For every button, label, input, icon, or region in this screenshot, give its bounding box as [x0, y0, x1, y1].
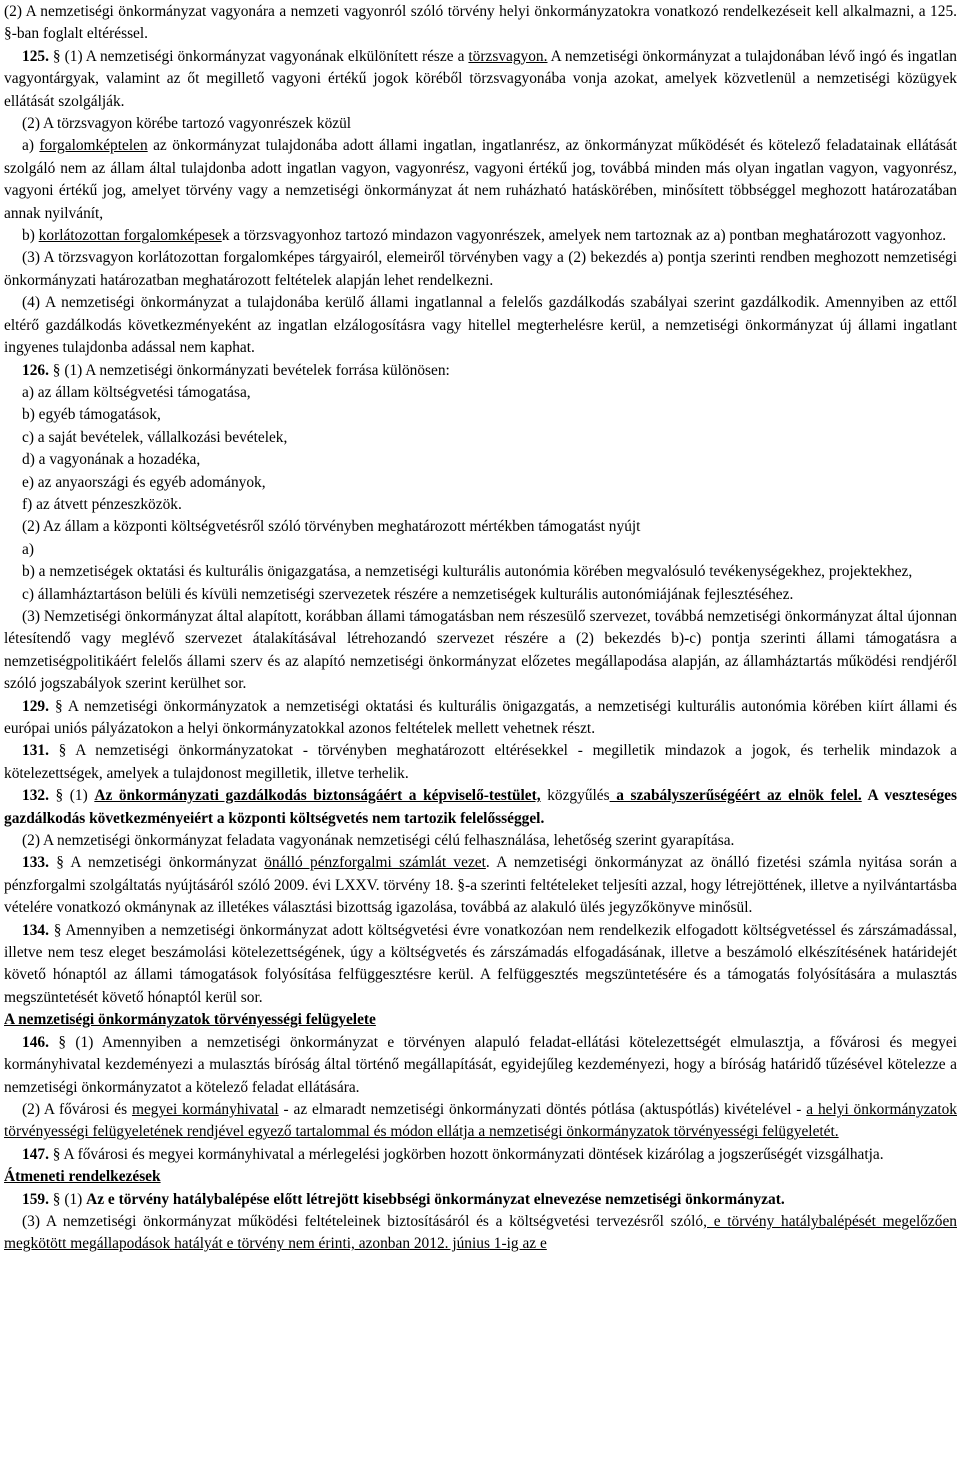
section-number: 129. [22, 697, 49, 715]
list-item: e) az anyaországi és egyéb adományok, [22, 473, 266, 491]
section-146-paragraph-1: 146. § (1) Amennyiben a nemzetiségi önkormányzat e törvényen alapuló feladat-ellátási kötelezettségét elmulasztja, a fővárosi és megyei kormányhivatal kezdeményezi a mulasztás bíróság által történő megállapítását, egyidejűleg kezdeményezi, hogy a bíróság határidő tűzésével kötelezze a nemzetiségi önkormányzatot a kötelező feladat ellátására. [4, 1033, 957, 1096]
paragraph: (3) Nemzetiségi önkormányzat által alapított, korábban állami támogatásban nem részesülő szervezet, továbbá nemzetiségi önkormányzat által újonnan létesítendő vagy meglévő szervezet átalakításával létrehozandó szervezet részére a (2) bekezdés b)-c) pontja szerinti állami támogatásra a nemzetiségpolitikáért felelős állami szerv és az alapító nemzetiségi önkormányzat előzetes megállapodása alapján, az államháztartás működési rendjéről szóló jogszabályok szerint kerülhet sor. [4, 607, 957, 693]
bold-text: Az e törvény hatálybalépése előtt létrejött kisebbségi önkormányzat elnevezése nemzetiségi önkormányzat. [86, 1190, 785, 1208]
list-item: f) az átvett pénzeszközök. [22, 495, 182, 513]
paragraph: (2) A fővárosi és megyei kormányhivatal - az elmaradt nemzetiségi önkormányzati döntés pótlása (aktuspótlás) kivételével - a helyi önkormányzatok törvényességi felügyeletének rendjével egyező tartalommal és módon ellátja a nemzetiségi önkormányzatok törvényességi felügyeletét. [4, 1100, 957, 1141]
section-heading: Átmeneti rendelkezések [4, 1168, 161, 1186]
section-159-paragraph-1: 159. § (1) Az e törvény hatálybalépése előtt létrejött kisebbségi önkormányzat elnevezése nemzetiségi önkormányzat. [22, 1190, 785, 1208]
underlined-term: megyei kormányhivatal [131, 1100, 279, 1118]
paragraph: (2) A nemzetiségi önkormányzat vagyonára a nemzeti vagyonról szóló törvény helyi önkormányzatokra vonatkozó rendelkezéseit kell alkalmazni, a 125. §-ban foglalt eltéréssel. [4, 3, 957, 43]
underlined-term: korlátozottan forgalomképese [38, 227, 222, 245]
list-item: b) a nemzetiségek oktatási és kulturális önigazgatása, a nemzetiségi kulturális autonómia körében megvalósuló tevékenységekhez, projektekhez, [22, 563, 913, 581]
section-125-paragraph-1: 125. § (1) A nemzetiségi önkormányzat vagyonának elkülönített része a törzsvagyon. A nemzetiségi önkormányzat a tulajdonában lévő ingó és ingatlan vagyontárgyak, valamint az őt megillető vagyoni értékű jogok köréből törzsvagyonába vonja azokat, amelyek közvetlenül a nemzetiségi közügyek ellátását szolgálják. [4, 47, 957, 110]
section-134: 134. § Amennyiben a nemzetiségi önkormányzat adott költségvetési évre vonatkozóan nem rendelkezik elfogadott költségvetéssel és zárszámadással, illetve nem tesz eleget beszámolási kötelezettségének, úgy a költségvetés és zárszámadás elfogadásának, illetve a beszámoló elkészítésének határidejét követő hónaptól az állami támogatások folyósítása felfüggesztésre kerül. A felfüggesztés megszüntetésére és a támogatás folyósítására a mulasztás megszüntetését követő hónaptól kerül sor. [4, 921, 957, 1006]
section-number: 147. [22, 1145, 49, 1163]
underlined-term: törzsvagyon. [468, 47, 548, 65]
list-item: d) a vagyonának a hozadéka, [22, 451, 201, 469]
section-number: 125. [22, 47, 49, 65]
paragraph: (2) Az állam a központi költségvetésről szóló törvényben meghatározott mértékben támogatást nyújt [22, 518, 641, 536]
list-item: c) a saját bevételek, vállalkozási bevételek, [22, 428, 288, 446]
bold-underlined-text: Az önkormányzati gazdálkodás biztonságáért a képviselő-testület, [94, 787, 541, 805]
list-item: b) egyéb támogatások, [22, 406, 161, 424]
section-126-paragraph-1: 126. § (1) A nemzetiségi önkormányzati bevételek forrása különösen: [22, 361, 450, 379]
section-147: 147. § A fővárosi és megyei kormányhivatal a mérlegelési jogkörben hozott önkormányzati döntések kizárólag a jogszerűségét vizsgálhatja. [22, 1145, 884, 1163]
section-number: 132. [22, 787, 49, 805]
list-item: b) korlátozottan forgalomképesek a törzsvagyonhoz tartozó mindazon vagyonrészek, amelyek nem tartoznak az a) pontban meghatározott vagyonhoz. [22, 227, 947, 245]
underlined-term: , e törvény hatálybalépését megelőzően megkötött megállapodások hatályát e törvény nem érinti, azonban 2012. június 1-ig az e [4, 1212, 957, 1253]
section-number: 146. [22, 1033, 49, 1051]
list-item: a) [22, 540, 34, 558]
bold-underlined-text: a szabályszerűségéért az elnök felel. [609, 787, 862, 805]
section-number: 131. [22, 742, 49, 760]
section-number: 159. [22, 1190, 49, 1208]
section-heading: A nemzetiségi önkormányzatok törvényességi felügyelete [4, 1011, 376, 1029]
section-129: 129. § A nemzetiségi önkormányzatok a nemzetiségi oktatási és kulturális önigazgatás, a nemzetiségi kulturális autonómia körében kiírt állami és európai uniós pályázatokon a helyi önkormányzatokkal azonos feltételek mellett vehetnek részt. [4, 697, 957, 737]
paragraph: (3) A nemzetiségi önkormányzat működési feltételeinek biztosításáról és a költségvetési tervezésről szóló, e törvény hatálybalépését megelőzően megkötött megállapodások hatályát e törvény nem érinti, azonban 2012. június 1-ig az e [4, 1212, 957, 1253]
underlined-term: a helyi önkormányzatok törvényességi felügyeletének rendjével egyező tartalommal és módon ellátja a nemzetiségi önkormányzatok törvényességi felügyeletét. [4, 1100, 957, 1141]
underlined-term: önálló pénzforgalmi számlát vezet [264, 854, 486, 872]
section-number: 133. [22, 854, 49, 872]
list-item: a) forgalomképtelen az önkormányzat tulajdonába adott állami ingatlan, ingatlanrész, az önkormányzat működését és kötelező feladatainak ellátását szolgáló nem az állam által tulajdonba adott ingatlan vagyon, vagyonrész, vagyoni értékű jog, továbbá minden más olyan ingatlan vagyon, vagyonrész, vagyoni értékű jog, amelyet törvény vagy a nemzetiségi önkormányzat át nem ruházható hatáskörében, minősített többséggel meghozott határozatában annak nyilvánít, [4, 137, 957, 222]
underlined-term: forgalomképtelen [39, 137, 148, 155]
paragraph: (2) A törzsvagyon körébe tartozó vagyonrészek közül [22, 115, 352, 133]
bold-text: A veszteséges gazdálkodás következményeiért a központi költségvetés nem tartozik felelősséggel. [4, 787, 957, 827]
section-133: 133. § A nemzetiségi önkormányzat önálló pénzforgalmi számlát vezet. A nemzetiségi önkormányzat az önálló fizetési számla nyitása során a pénzforgalmi szolgáltatás nyújtásáról szóló 2009. évi LXXV. törvény 18. §-a szerinti feltételeket teljesíti azzal, hogy létrejöttének, illetve a nyilvántartásba vételére vonatkozó okmánynak az illetékes választási bizottság igazolása, továbbá az alakuló ülés jegyzőkönyve minősül. [4, 854, 958, 917]
section-number: 134. [22, 921, 49, 939]
paragraph: (3) A törzsvagyon korlátozottan forgalomképes tárgyairól, elemeiről törvényben vagy a (2) bekezdés a) pontja szerinti rendben meghozott nemzetiségi önkormányzati határozatban meghatározott feltételek alapján lehet rendelkezni. [4, 249, 957, 289]
list-item: a) az állam költségvetési támogatása, [22, 383, 251, 401]
section-132-paragraph-1: 132. § (1) Az önkormányzati gazdálkodás biztonságáért a képviselő-testület, közgyűlés a szabályszerűségéért az elnök felel. A veszteséges gazdálkodás következményeiért a központi költségvetés nem tartozik felelősséggel. [4, 787, 957, 827]
list-item: c) államháztartáson belüli és kívüli nemzetiségi szervezetek részére a nemzetiségek kulturális autonómiájának fejlesztéséhez. [22, 585, 794, 603]
section-number: 126. [22, 361, 49, 379]
paragraph: (2) A nemzetiségi önkormányzat feladata vagyonának nemzetiségi célú felhasználása, lehetőség szerint gyarapítása. [22, 832, 735, 850]
paragraph: (4) A nemzetiségi önkormányzat a tulajdonába kerülő állami ingatlannal a felelős gazdálkodás szabályai szerint gazdálkodik. Amennyiben az ettől eltérő gazdálkodás következményeként az ingatlan elzálogosításra vagy hitellel megterhelésre kerül, a nemzetiségi önkormányzat új állami ingatlant ingyenes tulajdonba adással nem kaphat. [4, 294, 957, 357]
section-131: 131. § A nemzetiségi önkormányzatokat - törvényben meghatározott eltérésekkel - megilletik mindazok a jogok, és terhelik mindazok a kötelezettségek, amelyek a tulajdonost megilletik, illetve terhelik. [4, 742, 957, 782]
